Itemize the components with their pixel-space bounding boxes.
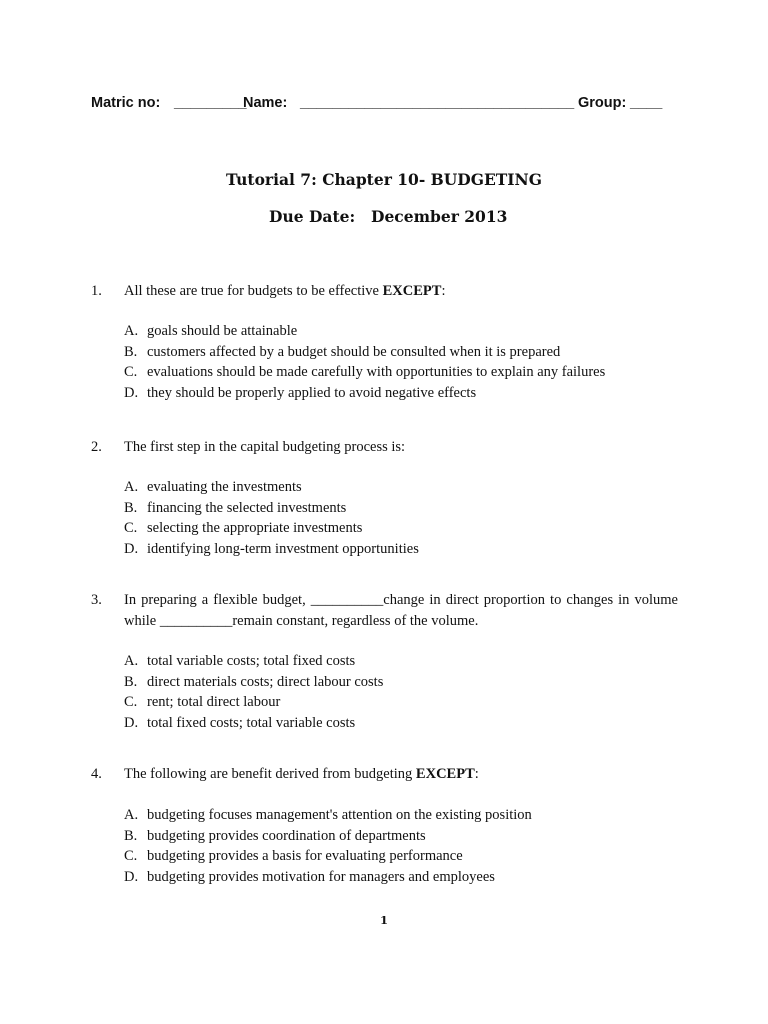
option-letter: A. <box>124 479 139 495</box>
option-a <box>124 477 684 498</box>
question-number: 1. <box>91 283 102 299</box>
matric-label: Matric no: <box>91 95 161 111</box>
option-letter: C. <box>124 694 138 710</box>
option-b <box>124 342 684 363</box>
page-number: 1 <box>379 913 388 927</box>
student-info-line <box>0 95 768 115</box>
name-label: Name: <box>243 95 288 111</box>
option-c <box>124 362 684 383</box>
due-date-value: December 2013 <box>371 207 508 226</box>
option-letter: D. <box>124 384 139 401</box>
question-text: All these are true for budgets to be effective EXCEPT: <box>124 283 446 299</box>
option-c <box>124 846 684 867</box>
answer-options <box>124 321 684 403</box>
option-letter: D. <box>124 868 139 885</box>
option-d <box>124 383 684 404</box>
option-letter: B. <box>124 499 138 516</box>
option-a <box>124 651 684 672</box>
option-letter: D. <box>124 714 139 731</box>
option-text: evaluating the investments <box>147 479 302 495</box>
option-letter: C. <box>124 364 138 380</box>
option-b <box>124 498 684 519</box>
option-c <box>124 518 684 539</box>
answer-options <box>124 477 684 559</box>
option-a <box>124 805 684 826</box>
option-letter: B. <box>124 343 138 360</box>
option-b <box>124 826 684 847</box>
option-text: selecting the appropriate investments <box>147 520 363 536</box>
option-text: budgeting provides a basis for evaluating performance <box>147 848 463 864</box>
option-text: goals should be attainable <box>147 323 298 339</box>
option-text: evaluations should be made carefully with opportunities to explain any failures <box>147 364 606 380</box>
due-date-line <box>0 207 768 227</box>
option-text: total variable costs; total fixed costs <box>147 653 356 669</box>
question-text: In preparing a flexible budget, __________change in direct proportion to changes in volume while __________remain constant, regardless of the volume. <box>124 592 678 629</box>
emphasis-except: EXCEPT <box>382 283 442 299</box>
option-text: budgeting provides coordination of departments <box>147 827 426 844</box>
option-d <box>124 867 684 888</box>
question-text: The following are benefit derived from budgeting EXCEPT: <box>124 766 479 782</box>
name-blank: __________________________________ <box>300 95 575 111</box>
option-a <box>124 321 684 342</box>
option-letter: A. <box>124 807 139 823</box>
page-title: Tutorial 7: Chapter 10- BUDGETING <box>226 170 542 189</box>
answer-options <box>124 651 684 733</box>
question-number: 2. <box>91 439 102 455</box>
question-number: 3. <box>91 592 102 608</box>
option-letter: A. <box>124 653 139 669</box>
option-c <box>124 692 684 713</box>
option-text: budgeting focuses management's attention on the existing position <box>147 807 532 823</box>
group-label: Group: <box>578 95 627 111</box>
matric-blank: _________ <box>174 95 247 111</box>
option-text: rent; total direct labour <box>147 694 281 710</box>
option-letter: B. <box>124 673 138 690</box>
option-letter: B. <box>124 827 138 844</box>
option-d <box>124 539 684 560</box>
option-text: customers affected by a budget should be consulted when it is prepared <box>147 343 561 360</box>
option-text: financing the selected investments <box>147 499 347 516</box>
option-letter: D. <box>124 540 139 557</box>
question-text: The first step in the capital budgeting process is: <box>124 439 406 455</box>
option-text: direct materials costs; direct labour costs <box>147 673 384 690</box>
option-text: budgeting provides motivation for managers and employees <box>147 868 495 885</box>
due-date-label: Due Date: <box>269 207 356 226</box>
question-number: 4. <box>91 766 102 782</box>
option-letter: C. <box>124 520 138 536</box>
option-text: total fixed costs; total variable costs <box>147 714 356 731</box>
option-text: identifying long-term investment opportunities <box>147 540 419 557</box>
answer-options <box>124 805 684 887</box>
option-d <box>124 713 684 734</box>
option-letter: C. <box>124 848 138 864</box>
emphasis-except: EXCEPT <box>415 766 475 782</box>
option-letter: A. <box>124 323 139 339</box>
group-blank: ____ <box>630 95 663 111</box>
option-text: they should be properly applied to avoid negative effects <box>147 384 477 401</box>
option-b <box>124 672 684 693</box>
